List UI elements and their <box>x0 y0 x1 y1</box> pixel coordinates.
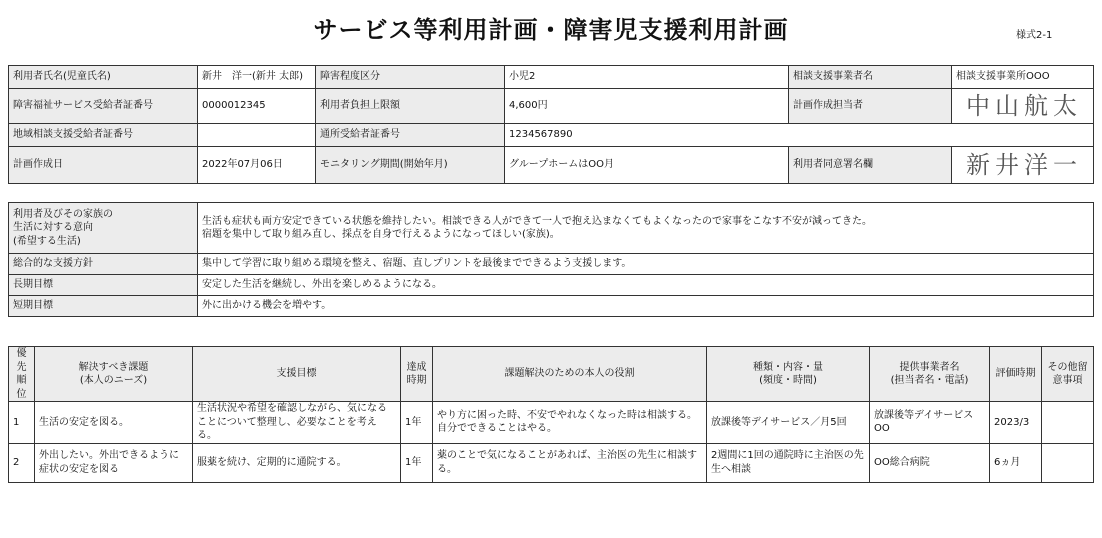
row-period: 1年 <box>401 443 433 482</box>
row-issue: 外出したい。外出できるように症状の安定を図る <box>35 443 193 482</box>
header-issue <box>35 347 193 402</box>
row-role: やり方に困った時、不安でやれなくなった時は相談する。自分でできることはやる。 <box>433 402 707 444</box>
consult-office-value: 相談支援事業所OOO <box>952 66 1094 89</box>
short-goal-text: 外に出かける機会を増やす。 <box>198 296 1094 317</box>
policy-label: 総合的な支援方針 <box>9 254 198 275</box>
header-provider <box>870 347 990 402</box>
row-other <box>1042 402 1094 444</box>
header-kind <box>707 347 870 402</box>
row-kind: 2週間に1回の通院時に主治医の先生へ相談 <box>707 443 870 482</box>
header-role: 課題解決のための本人の役割 <box>433 347 707 402</box>
regional-cert-label: 地域相談支援受給者証番号 <box>9 124 198 147</box>
header-provider-line: 提供事業者名 <box>899 361 960 373</box>
row-provider: OO総合病院 <box>870 443 990 482</box>
support-plan-table <box>8 346 1094 483</box>
table-row <box>9 402 1094 444</box>
monitoring-label: モニタリング期間(開始年月) <box>316 147 505 184</box>
consent-label: 利用者同意署名欄 <box>789 147 952 184</box>
planner-label: 計画作成担当者 <box>789 89 952 124</box>
intent-label-line: 利用者及びその家族の <box>13 208 113 220</box>
intent-text <box>198 203 1094 254</box>
consent-signature: 新井洋一 <box>952 147 1094 184</box>
header-eval: 評価時期 <box>990 347 1042 402</box>
row-priority: 2 <box>9 443 35 482</box>
header-other-line: その他留 <box>1047 361 1088 373</box>
monitoring-value: グループホームはOO月 <box>505 147 789 184</box>
cert-no-label: 障害福祉サービス受給者証番号 <box>9 89 198 124</box>
intent-text-line: 生活も症状も両方安定できている状態を維持したい。相談できる人ができて一人で抱え込まなくてもよくなったので家事をこなす不安が減ってきた。 <box>202 215 872 227</box>
page-title: サービス等利用計画・障害児支援利用計画 <box>313 16 789 44</box>
header-period <box>401 347 433 402</box>
row-goal: 服薬を続け、定期的に通院する。 <box>193 443 401 482</box>
header-kind-line: (頻度・時間) <box>759 375 817 386</box>
planner-signature: 中山航太 <box>952 89 1094 124</box>
long-goal-text: 安定した生活を継続し、外出を楽しめるようになる。 <box>198 275 1094 296</box>
user-info-table <box>8 65 1094 184</box>
header-issue-line: (本人のニーズ) <box>79 375 148 386</box>
user-name-label: 利用者氏名(児童氏名) <box>9 66 198 89</box>
row-provider: 放課後等デイサービスOO <box>870 402 990 444</box>
consult-office-label: 相談支援事業者名 <box>789 66 952 89</box>
intent-label <box>9 203 198 254</box>
header-priority-line: 優先 <box>16 348 27 373</box>
regional-cert-value <box>198 124 316 147</box>
intent-text-line: 宿題を集中して取り組み直し、採点を自身で行えるようになってほしい(家族)。 <box>202 229 560 240</box>
disability-level-label: 障害程度区分 <box>316 66 505 89</box>
intent-label-line: 生活に対する意向 <box>13 222 93 234</box>
form-number: 様式2-1 <box>1016 30 1053 41</box>
burden-limit-value: 4,600円 <box>505 89 789 124</box>
header-issue-line: 解決すべき課題 <box>78 361 149 373</box>
header-provider-line: (担当者名・電話) <box>890 375 969 386</box>
row-eval: 2023/3 <box>990 402 1042 444</box>
header-other <box>1042 347 1094 402</box>
table-row <box>9 443 1094 482</box>
row-period: 1年 <box>401 402 433 444</box>
short-goal-label: 短期目標 <box>9 296 198 317</box>
disability-level-value: 小児2 <box>505 66 789 89</box>
header-priority <box>9 347 35 402</box>
header-priority-line: 順位 <box>16 375 27 400</box>
policy-text: 集中して学習に取り組める環境を整え、宿題、直しプリントを最後までできるよう支援します。 <box>198 254 1094 275</box>
row-priority: 1 <box>9 402 35 444</box>
row-issue: 生活の安定を図る。 <box>35 402 193 444</box>
plan-date-label: 計画作成日 <box>9 147 198 184</box>
row-role: 薬のことで気になることがあれば、主治医の先生に相談する。 <box>433 443 707 482</box>
header-kind-line: 種類・内容・量 <box>753 361 823 373</box>
row-goal: 生活状況や希望を確認しながら、気になることについて整理し、必要なことを考える。 <box>193 402 401 444</box>
plan-date-value: 2022年07月06日 <box>198 147 316 184</box>
daycare-cert-value: 1234567890 <box>505 124 1094 147</box>
intent-table <box>8 202 1094 317</box>
header-period-line: 達成 <box>406 361 427 373</box>
header-other-line: 意事項 <box>1052 375 1083 386</box>
cert-no-value: 0000012345 <box>198 89 316 124</box>
row-other <box>1042 443 1094 482</box>
row-kind: 放課後等デイサービス／月5回 <box>707 402 870 444</box>
intent-label-line: (希望する生活) <box>13 235 81 247</box>
row-eval: 6ヵ月 <box>990 443 1042 482</box>
header-goal: 支援目標 <box>193 347 401 402</box>
long-goal-label: 長期目標 <box>9 275 198 296</box>
user-name-value: 新井 洋一(新井 太郎) <box>198 66 316 89</box>
daycare-cert-label: 通所受給者証番号 <box>316 124 505 147</box>
header-period-line: 時期 <box>406 375 427 386</box>
burden-limit-label: 利用者負担上限額 <box>316 89 505 124</box>
